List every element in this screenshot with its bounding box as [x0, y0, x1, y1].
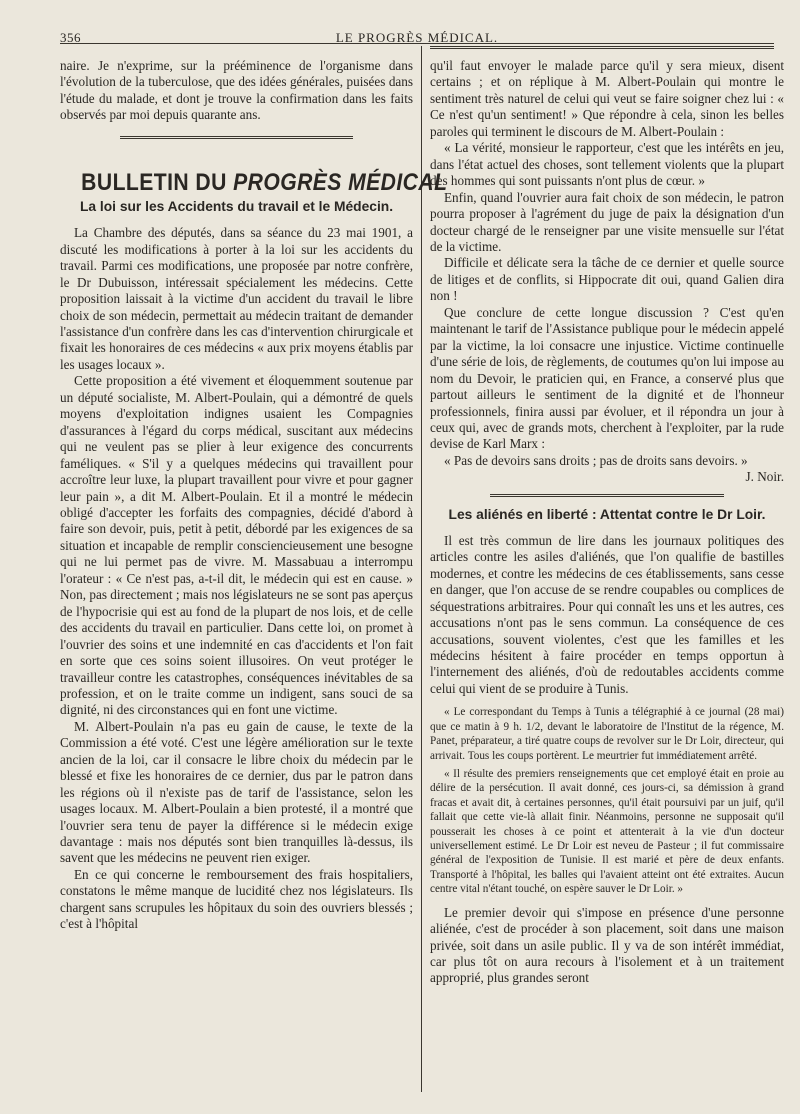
article-paragraph: « La vérité, monsieur le rapporteur, c'est que les intérêts en jeu, dans l'état actuel des choses, sont tellement violents que la plupart des hommes qui sont puissants n'ont plus de cœur. » [430, 140, 784, 189]
article-paragraph: M. Albert-Poulain n'a pas eu gain de cause, le texte de la Commission a été voté. C'est une légère amélioration sur le texte ancien de la loi, car il consacre le libre choix du médecin par le blessé et fixe les honoraires de ce dernier, dus par le patron dans les régions où il n'existe pas de tarif de l'assistance, selon les usages locaux. M. Albert-Poulain a bien protesté, il a montré que l'ouvrier sera tenu de payer la différence si le médecin exige davantage : mais nos députés sont bien tranquilles là-dessus, ils savent que les médecins ne peuvent rien exiger. [60, 718, 413, 866]
article-paragraph: « Pas de devoirs sans droits ; pas de droits sans devoirs. » [444, 452, 748, 468]
section-rule [120, 136, 353, 139]
article-paragraph: Difficile et délicate sera la tâche de ce dernier et quelle source de litiges et de conflits, si Hippocrate dit oui, quand Galien dira non ! [430, 255, 784, 304]
page-number: 356 [60, 30, 81, 45]
left-column [60, 58, 448, 933]
article-paragraph: qu'il faut envoyer le malade parce qu'il y sera mieux, disent certains ; et on réplique à M. Albert-Poulain qui montre le sentiment très naturel de celui qui veut se faire soigner chez lui : « Ce n'est qu'un sentiment! » Que répondre à cela, sinon les belles paroles qui terminent le discours de M. Albert-Poulain : [430, 58, 784, 139]
quote-paragraph: « Il résulte des premiers renseignements que cet employé était en proie au délire de la persécution. Il avait donné, ces jours-ci, sa démission à grand fracas et avait dit, à certaines personnes, qu'il était poursuivi par un juif, qu'il fallait que cette vie-là allait finir. Néanmoins, personne ne supposait qu'il pousserait les choses à ce point et attenterait à la vie d'un docteur universellement estimé. Le Dr Loir est neveu de Pasteur ; il fut commissaire général de l'exposition de Tunisie. Il est marié et père de deux enfants. Transporté à l'hôpital, les balles qui l'avaient atteint ont été extraites. Aucun centre vital n'étant touché, on espère sauver le Dr Loir. » [430, 767, 784, 896]
article2-paragraph: Le premier devoir qui s'impose en présence d'une personne aliénée, c'est de procéder à son placement, soit dans une maison privée, soit dans un asile public. Il y va de son intérêt immédiat, car plus tôt on aura recours à l'isolement et à un traitement approprié, plus grandes seront [430, 904, 784, 986]
right-column [430, 58, 784, 987]
column-divider [421, 46, 422, 1092]
bulletin-prefix: BULLETIN DU [81, 168, 234, 196]
article-paragraph: En ce qui concerne le remboursement des frais hospitaliers, constatons le même manque de lucidité chez nos législateurs. Ils chargent sans scrupules les hôpitaux du soin des ouvriers blessés ; c'est à l'hôpital [60, 866, 413, 932]
article-title: La loi sur les Accidents du travail et le Médecin. [79, 199, 394, 215]
article-paragraph: Enfin, quand l'ouvrier aura fait choix de son médecin, le patron pourra proposer à l'agrément du juge de paix la désignation d'un docteur chargé de le renseigner par une visite mensuelle sur l'état de la victime. [430, 189, 784, 254]
article2-paragraph: Il est très commun de lire dans les journaux politiques des articles contre les asiles d'aliénés, que l'on qualifie de bastilles modernes, et contre les médecins de ces établissements, sans cesse en danger, que l'on accuse de se rendre coupables ou complices de séquestrations arbitraires. Pour qui connaît les uns et les autres, ces accusations n'ont pas le sens commun. La conséquence de ces accusations, souvent violentes, c'est que les familles et les médecins hésitent à faire procéder en temps opportun à l'internement des aliénés, d'où de redoutables accidents comme celui qui vient de se produire à Tunis. [430, 532, 784, 696]
article-paragraph: La Chambre des députés, dans sa séance du 23 mai 1901, a discuté les modifications à porter à la loi sur les accidents du travail. Parmi ces modifications, une proposée par notre confrère, le Dr Dubuisson, intéressait spécialement les médecins. Cette proposition laissait à la victime d'un accident du travail le libre choix de son médecin, permettait au médecin traitant de demander l'assistance d'un confrère dans les cas d'intervention chirurgicale et fixait les honoraires de ces médecins « aux prix moyens établis par les usages locaux ». [60, 225, 413, 372]
bulletin-heading [81, 168, 448, 196]
section-rule [490, 494, 724, 497]
bulletin-name: PROGRÈS MÉDICAL [233, 168, 448, 196]
article-paragraph: Que conclure de cette longue discussion ? C'est qu'en maintenant le tarif de l'Assistance publique pour le médecin appelé par la victime, la loi consacre une injustice. Victime continuelle d'une série de lois, de règlements, de coutumes qu'on lui impose au nom du Devoir, le praticien qui, en France, a conservé plus que partout ailleurs le sentiment de la dignité et de l'honneur professionnels, finira aussi par évoluer, et il répondra un jour à ceux qui, avec de grands mots, cherchent à l'exploiter, par la rude devise de Karl Marx : [430, 304, 784, 452]
intro-paragraph: naire. Je n'exprime, sur la prééminence de l'organisme dans l'évolution de la tuberculose, que des idées générales, puisées dans l'étude du malade, et dont je trouve la confirmation dans les faits observés par moi depuis quarante ans. [60, 58, 413, 123]
author-signature: J. Noir. [745, 469, 784, 485]
journal-title: LE PROGRÈS MÉDICAL. [335, 30, 499, 45]
top-right-rule [430, 46, 774, 49]
quote-paragraph: « Le correspondant du Temps à Tunis a télégraphié à ce journal (28 mai) que ce matin à 9 h. 1/2, devant le laboratoire de l'Institut de la régence, M. Panet, préparateur, a tiré quatre coups de revolver sur le Dr Loir, directeur, qui arrivait. Tous les coups portèrent. Le meurtrier fut immédiatement arrêté. [430, 706, 784, 762]
article2-title: Les aliénés en liberté : Attentat contre le Dr Loir. [448, 506, 766, 522]
header-rule [60, 43, 774, 44]
article-paragraph: Cette proposition a été vivement et éloquemment soutenue par un député socialiste, M. Albert-Poulain, qui a démontré de quels moyens d'exploitation indignes usaient les Compagnies d'assurances à l'égard du corps médical, suscitant aux médecins qui ne veulent pas se plier à leur exigence des concurrents faméliques. « S'il y a quelques médecins qui travaillent pour accroître leur luxe, la plupart travaillent pour vivre et pour gagner leur pain », a dit M. Albert-Poulain. Et il a montré le médecin obligé d'accepter les forfaits des compagnies, décidé d'abord à faire son devoir, puis, petit à petit, débordé par les exigences de sa situation et incapable de remplir consciencieusement une besogne qui ne lui permet pas de vivre. M. Massabuau a interrompu l'orateur : « Ce n'est pas, a-t-il dit, le médecin qui est en cause. » Non, pas directement ; mais nos législateurs ne se sont pas aperçus de l'hypocrisie qui est au fond de la plupart de nos lois, et de celle des accidents du travail en particulier. Dans cette loi, on promet à l'ouvrier des soins et une indemnité en cas d'accidents et l'on fait en sorte que ces soins soient illusoires. On veut protéger le travailleur contre les catastrophes, conséquences inévitables de sa profession, et on le traite comme un indigent, sans souci de sa dignité, ni des circonstances qui en font une victime. [60, 373, 413, 718]
